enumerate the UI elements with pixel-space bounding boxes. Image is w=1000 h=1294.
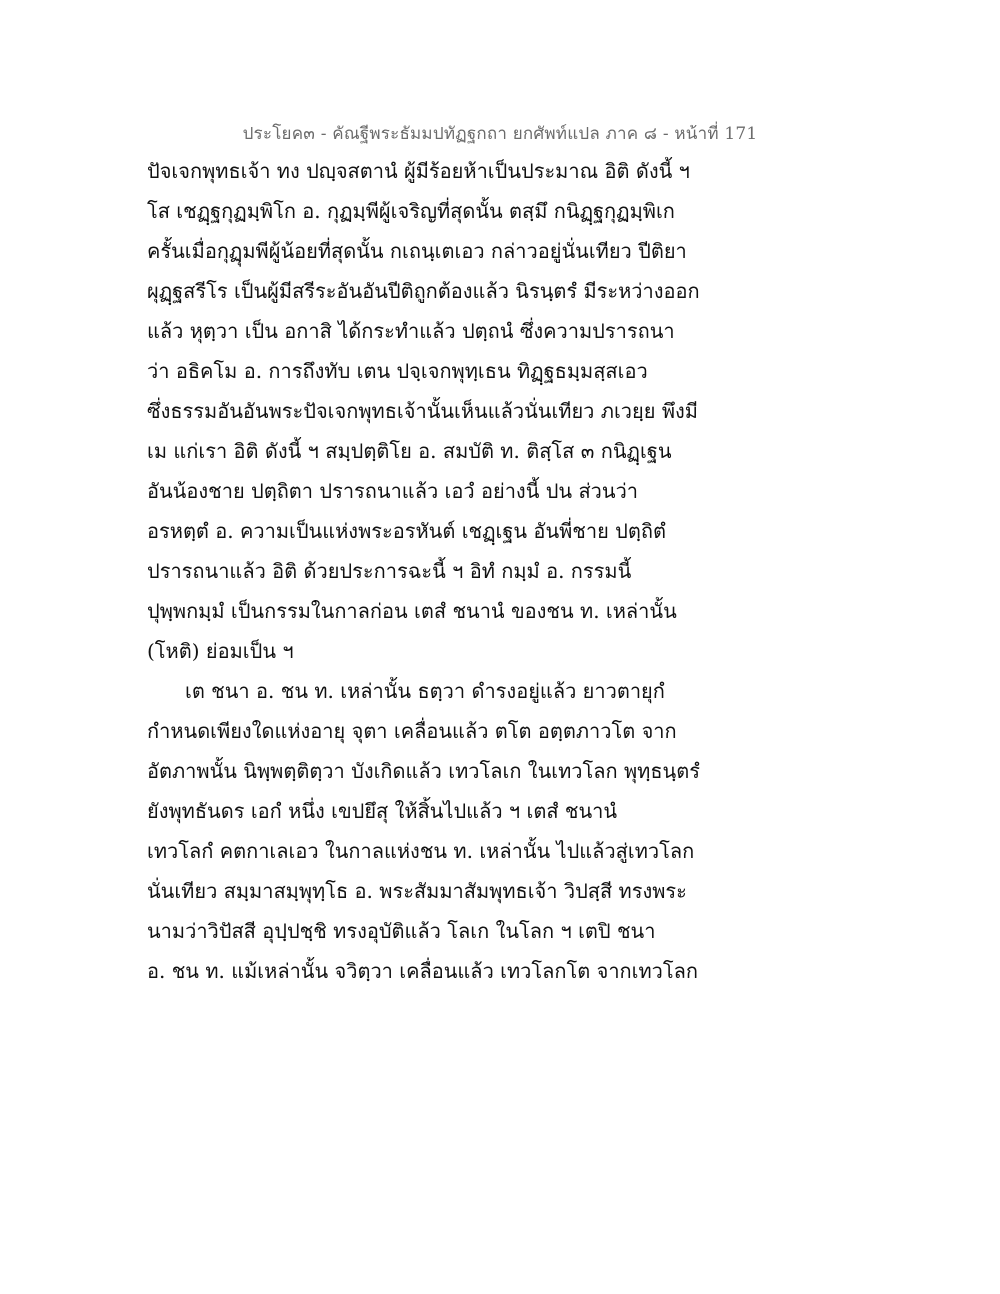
page-header: ประโยค๓ - คัณฐีพระธัมมปทัฏฐกถา ยกศัพท์แปล ภาค ๘ - หน้าที่ 171 bbox=[242, 124, 758, 144]
text-line: (โหติ) ย่อมเป็น ฯ bbox=[147, 639, 294, 663]
text-line: แล้ว หุตฺวา เป็น อกาสิ ได้กระทำแล้ว ปตฺถนํ ซึ่งความปรารถนา bbox=[147, 319, 675, 343]
text-line: นามว่าวิปัสสี อุปฺปชฺชิ ทรงอุบัติแล้ว โลเก ในโลก ฯ เตปิ ชนา bbox=[147, 919, 656, 943]
body-text bbox=[147, 151, 707, 991]
text-line: ปุพฺพกมฺมํ เป็นกรรมในกาลก่อน เตสํ ชนานํ ของชน ท. เหล่านั้น bbox=[147, 599, 677, 623]
text-line: นั่นเทียว สมฺมาสมฺพุทฺโธ อ. พระสัมมาสัมพุทธเจ้า วิปสฺสี ทรงพระ bbox=[147, 879, 687, 903]
text-line: อันน้องชาย ปตฺถิตา ปรารถนาแล้ว เอวํ อย่างนี้ ปน ส่วนว่า bbox=[147, 479, 639, 503]
text-line: ครั้นเมื่อกุฏุมพีผู้น้อยที่สุดนั้น กเถนฺเตเอว กล่าวอยู่นั่นเทียว ปีติยา bbox=[147, 239, 687, 263]
text-line: ว่า อธิคโม อ. การถึงทับ เตน ปจฺเจกพุทฺเธน ทิฏฺฐธมฺมสฺสเอว bbox=[147, 359, 648, 383]
text-line: อัตภาพนั้น นิพฺพตฺติตฺวา บังเกิดแล้ว เทวโลเก ในเทวโลก พุทฺธนฺตรํ bbox=[147, 759, 700, 783]
text-line: ปัจเจกพุทธเจ้า ทง ปญฺจสตานํ ผู้มีร้อยห้าเป็นประมาณ อิติ ดังนี้ ฯ bbox=[147, 159, 690, 183]
text-line: อ. ชน ท. แม้เหล่านั้น จวิตฺวา เคลื่อนแล้ว เทวโลกโต จากเทวโลก bbox=[147, 959, 699, 983]
text-line: ผุฏฺฐสรีโร เป็นผู้มีสรีระอันอันปีติถูกต้องแล้ว นิรนฺตรํ มีระหว่างออก bbox=[147, 279, 700, 303]
paragraph-start-line: เต ชนา อ. ชน ท. เหล่านั้น ธตฺวา ดำรงอยู่แล้ว ยาวตายุกํ bbox=[185, 679, 665, 703]
text-line: อรหตฺตํ อ. ความเป็นแห่งพระอรหันต์ เชฏฺเฐน อันพี่ชาย ปตฺถิตํ bbox=[147, 519, 666, 543]
text-line: ซึ่งธรรมอันอันพระปัจเจกพุทธเจ้านั้นเห็นแล้วนั่นเทียว ภเวยฺย พึงมี bbox=[147, 399, 698, 423]
text-line: เทวโลกํ คตกาเลเอว ในกาลแห่งชน ท. เหล่านั้น ไปแล้วสู่เทวโลก bbox=[147, 839, 695, 863]
text-line: ปรารถนาแล้ว อิติ ด้วยประการฉะนี้ ฯ อิทํ กมฺมํ อ. กรรมนี้ bbox=[147, 559, 632, 583]
text-line: กำหนดเพียงใดแห่งอายุ จุตา เคลื่อนแล้ว ตโต อตฺตภาวโต จาก bbox=[147, 719, 677, 743]
text-line: เม แก่เรา อิติ ดังนี้ ฯ สมฺปตฺติโย อ. สมบัติ ท. ติสฺโส ๓ กนิฏฺเฐน bbox=[147, 439, 672, 463]
text-line: ยังพุทธันดร เอกํ หนึ่ง เขปยึสุ ให้สิ้นไปแล้ว ฯ เตสํ ชนานํ bbox=[147, 799, 618, 823]
text-line: โส เชฏฺฐกุฏมฺพิโก อ. กุฏมฺพีผู้เจริญที่สุดนั้น ตสฺมึ กนิฏฺฐกุฏมฺพิเก bbox=[147, 199, 675, 223]
